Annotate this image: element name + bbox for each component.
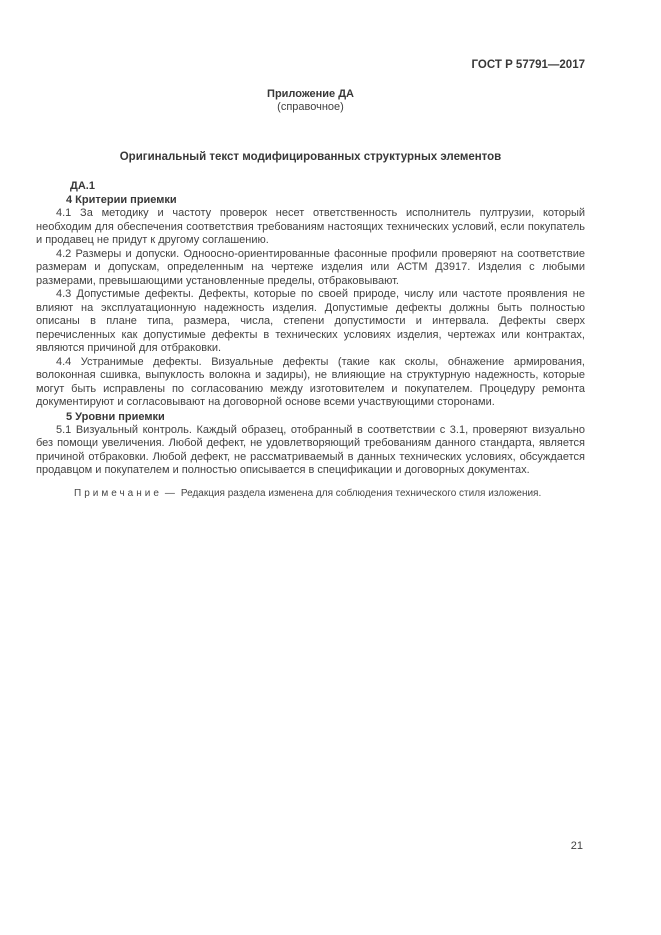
appendix-kind: (справочное) — [277, 101, 344, 113]
section-heading: 4 Критерии приемки — [66, 194, 177, 206]
section-note — [36, 488, 585, 501]
standard-number: ГОСТ Р 57791—2017 — [471, 59, 585, 71]
body-text — [36, 193, 585, 500]
body-paragraph: 4.2 Размеры и допуски. Одноосно-ориентированные фасонные профили проверяют на соответствие размерам и допускам, определенным на чертеже изделия или АСТМ Д3917. Изделия с любыми размерами, превышающими установленные пределы, отбраковывают. — [36, 247, 585, 287]
body-paragraph: 4.1 За методику и частоту проверок несет ответственность исполнитель пултрузии, который необходим для обеспечения соответствия требованиям настоящих технических условий, если покупатель и продавец не придут к другому соглашению. — [36, 207, 585, 246]
clause-id: ДА.1 — [70, 180, 95, 192]
note-text: Редакция раздела изменена для соблюдения технического стиля изложения. — [180, 487, 542, 499]
document-title: Оригинальный текст модифицированных структурных элементов — [119, 151, 502, 163]
note-separator: — — [164, 487, 175, 499]
page-content — [36, 59, 585, 500]
body-paragraph: 5.1 Визуальный контроль. Каждый образец, отобранный в соответствии с 3.1, проверяют визуально без помощи увеличения. Любой дефект, не удовлетворяющий требованиям данного стандарта, является причиной отбраковки. Любой дефект, не рассматриваемый в данных технических условиях, обсуждается продавцом и покупателем и полностью описывается в спецификации и договорных документах. — [36, 423, 585, 476]
note-label: Примечание — [74, 487, 162, 499]
body-paragraph: 4.4 Устранимые дефекты. Визуальные дефекты (такие как сколы, обнажение армирования, волоконная сшивка, выпуклость волокна и задиры), не влияющие на структурную надежность, которые могут быть исправлены по согласованию между изготовителем и покупателем. Процедуру ремонта документируют и согласовывают на договорной основе всеми участвующими сторонами. — [36, 355, 585, 408]
appendix-header — [36, 88, 585, 114]
appendix-label: Приложение ДА — [267, 88, 354, 100]
page-number: 21 — [570, 840, 583, 852]
body-paragraph: 4.3 Допустимые дефекты. Дефекты, которые по своей природе, числу или частоте проявления не влияют на эксплуатационную надежность изделия. Допустимые дефекты должны быть полностью описаны в плане типа, размера, числа, степени допустимости и интервала. Дефекты сверх перечисленных как допустимые дефекты в технических условиях изделия, чертежах или контрактах, являются причиной для отбраковки. — [36, 288, 585, 354]
section-heading: 5 Уровни приемки — [66, 410, 165, 423]
